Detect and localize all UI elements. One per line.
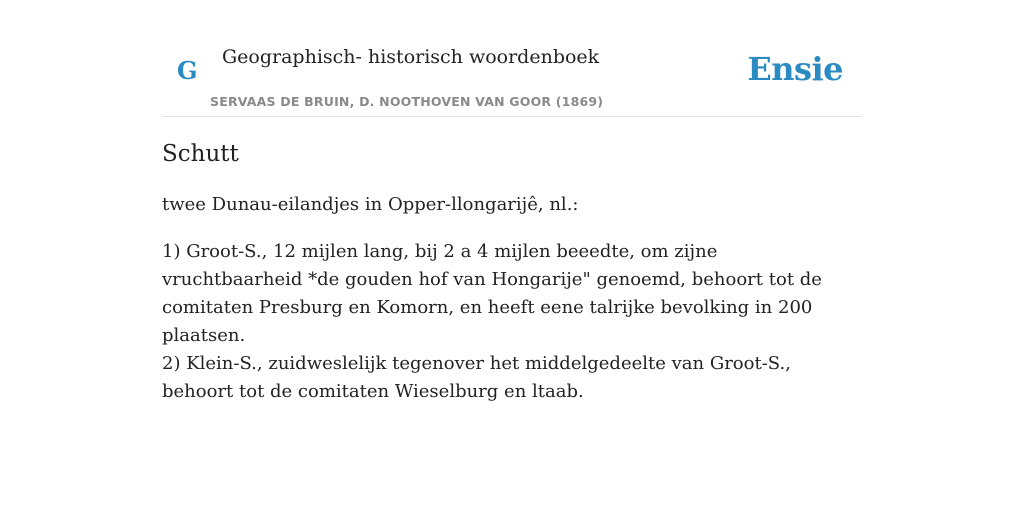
entry-content [162, 138, 862, 406]
dictionary-title-link[interactable]: Geographisch- historisch woordenboek [222, 46, 600, 68]
definition-item: 2) Klein-S., zuidweslelijk tegenover het middelgedeelte van Groot-S., behoort tot de comitaten Wieselburg en ltaab. [162, 353, 791, 402]
ensie-brand-logo[interactable]: Ensie [747, 50, 843, 88]
entry-title: Schutt [162, 141, 239, 167]
entry-definition [162, 238, 862, 406]
dictionary-header [162, 30, 862, 117]
dictionary-logo[interactable]: G [177, 56, 198, 85]
dictionary-authors: SERVAAS DE BRUIN, D. NOOTHOVEN VAN GOOR (1869) [210, 94, 604, 109]
entry-intro: twee Dunau-eilandjes in Opper-llongarijê, nl.: [162, 194, 579, 215]
definition-item: 1) Groot-S., 12 mijlen lang, bij 2 a 4 mijlen beeedte, om zijne vruchtbaarheid *de gouden hof van Hongarije" genoemd, behoort tot de comitaten Presburg en Komorn, en heeft eene talrijke bevolking in 200 plaatsen. [162, 241, 822, 346]
